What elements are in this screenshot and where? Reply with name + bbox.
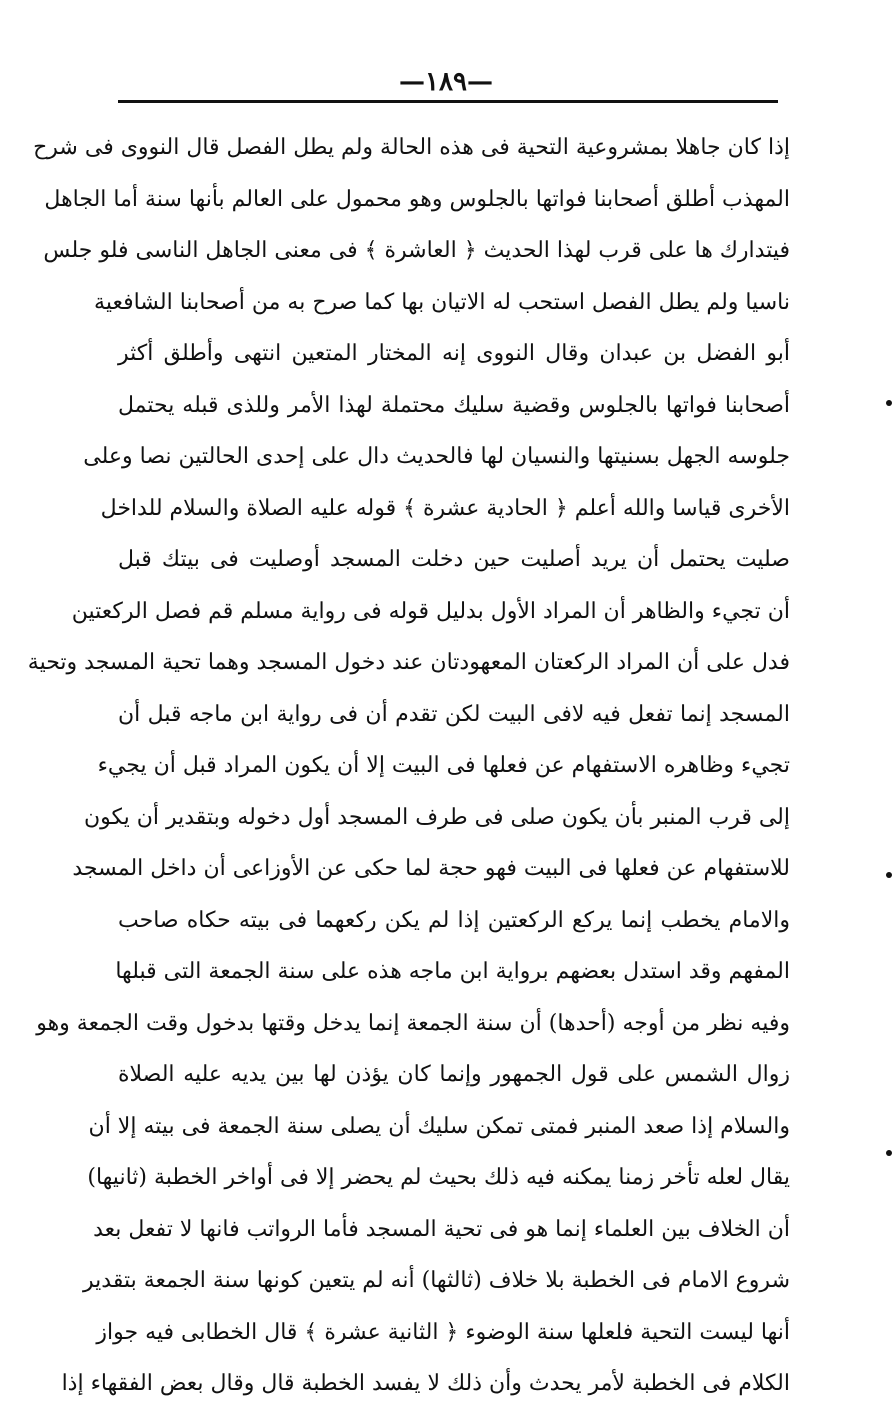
text-line: فيتدارك ها على قرب لهذا الحديث ﴿ العاشرة ﴾ فى معنى الجاهل الناسى فلو جلس (43, 238, 790, 263)
text-line: إذا كان جاهلا بمشروعية التحية فى هذه الحالة ولم يطل الفصل قال النووى فى شرح (33, 135, 790, 160)
text-line: يقال لعله تأخر زمنا يمكنه فيه ذلك بحيث لم يحضر إلا فى أواخر الخطبة (ثانيها) (87, 1165, 790, 1190)
text-line: صليت يحتمل أن يريد أصليت حين دخلت المسجد أوصليت فى بيتك قبل (118, 547, 790, 572)
text-line: أنها ليست التحية فلعلها سنة الوضوء ﴿ الثانية عشرة ﴾ قال الخطابى فيه جواز (96, 1319, 790, 1345)
text-body (27, 122, 790, 1410)
text-line: أصحابنا فواتها بالجلوس وقضية سليك محتملة لهذا الأمر وللذى قبله يحتمل (118, 392, 790, 418)
margin-dot (886, 872, 892, 878)
margin-dot (886, 1150, 892, 1156)
text-line: إلى قرب المنبر بأن يكون صلى فى طرف المسجد أول دخوله وبتقدير أن يكون (83, 804, 790, 830)
text-line: زوال الشمس على قول الجمهور وإنما كان يؤذن لها بين يديه عليه الصلاة (118, 1062, 790, 1087)
text-line: الكلام فى الخطبة لأمر يحدث وأن ذلك لا يفسد الخطبة قال وقال بعض الفقهاء إذا (61, 1371, 790, 1396)
text-line: المفهم وقد استدل بعضهم برواية ابن ماجه هذه على سنة الجمعة التى قبلها (115, 959, 790, 984)
text-line: الأخرى قياسا والله أعلم ﴿ الحادية عشرة ﴾ قوله عليه الصلاة والسلام للداخل (100, 495, 790, 521)
text-line: المهذب أطلق أصحابنا فواتها بالجلوس وهو محمول على العالم بأنها سنة أما الجاهل (44, 186, 790, 212)
page-number: —١٨٩— (399, 67, 493, 97)
text-line: المسجد إنما تفعل فيه لافى البيت لكن تقدم أن فى رواية ابن ماجه قبل أن (118, 701, 790, 727)
text-line: للاستفهام عن فعلها فى البيت فهو حجة لما حكى عن الأوزاعى أن داخل المسجد (72, 856, 790, 881)
text-line: تجيء وظاهره الاستفهام عن فعلها فى البيت إلا أن يكون المراد قبل أن يجيء (97, 753, 790, 778)
text-line: فدل على أن المراد الركعتان المعهودتان عند دخول المسجد وهما تحية المسجد وتحية (27, 650, 790, 675)
header-rule (118, 100, 778, 103)
text-line: شروع الامام فى الخطبة بلا خلاف (ثالثها) أنه لم يتعين كونها سنة الجمعة بتقدير (83, 1268, 790, 1293)
text-line: وفيه نظر من أوجه (أحدها) أن سنة الجمعة إنما يدخل وقتها بدخول وقت الجمعة وهو (36, 1010, 790, 1036)
text-line: أن تجيء والظاهر أن المراد الأول بدليل قوله فى رواية مسلم قم فصل الركعتين (71, 598, 790, 624)
text-line: أن الخلاف بين العلماء إنما هو فى تحية المسجد فأما الرواتب فانها لا تفعل بعد (93, 1216, 790, 1242)
text-line: جلوسه الجهل بسنيتها والنسيان لها فالحديث دال على إحدى الحالتين نصا وعلى (83, 444, 790, 469)
text-line: والامام يخطب إنما يركع الركعتين إذا لم يكن ركعهما فى بيته حكاه صاحب (118, 907, 790, 933)
text-line: والسلام إذا صعد المنبر فمتى تمكن سليك أن يصلى سنة الجمعة فى بيته إلا أن (88, 1113, 790, 1139)
text-line: ناسيا ولم يطل الفصل استحب له الاتيان بها كما صرح به من أصحابنا الشافعية (94, 289, 790, 315)
text-line: أبو الفضل بن عبدان وقال النووى إنه المختار المتعين انتهى وأطلق أكثر (118, 341, 790, 366)
margin-dot (886, 400, 892, 406)
